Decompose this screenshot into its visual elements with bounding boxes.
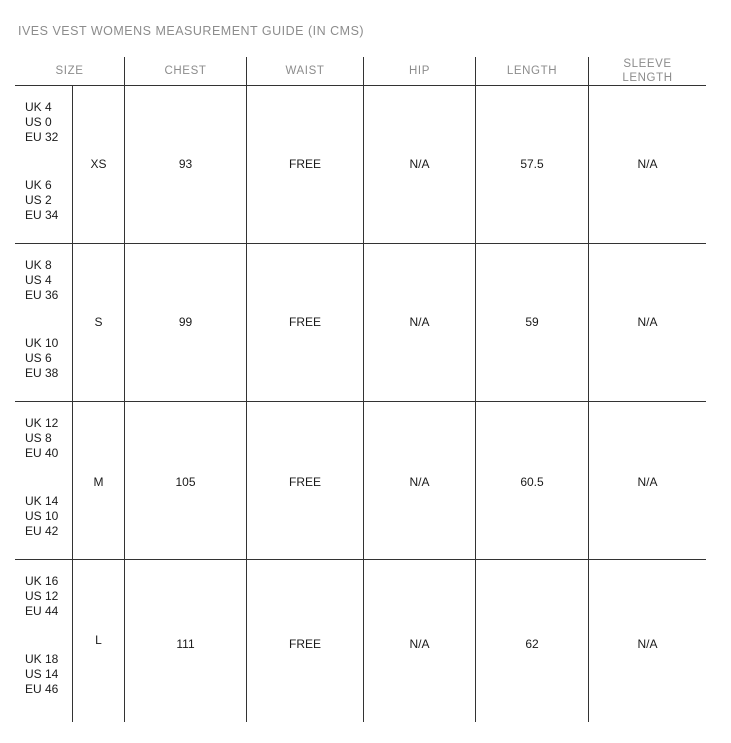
regional-size: US 6 [25,351,52,365]
header-waist: WAIST [285,65,325,77]
regional-size: UK 8 [25,258,52,272]
regional-size: UK 14 [25,494,59,508]
row-divider [15,243,706,244]
waist-value: FREE [288,637,321,651]
regional-sizes [25,574,58,697]
chest-value: 99 [178,315,193,329]
page-title: IVES VEST WOMENS MEASUREMENT GUIDE (IN CMS) [18,24,365,38]
size-label: S [94,315,103,329]
row-divider [15,559,706,560]
regional-size: EU 46 [25,682,59,696]
regional-size: UK 18 [25,652,59,666]
size-label: M [93,475,104,489]
hip-value: N/A [409,157,430,171]
header-length: LENGTH [506,65,558,77]
regional-size: US 8 [25,431,52,445]
regional-size: UK 16 [25,574,59,588]
length-value: 60.5 [520,475,544,489]
sleeve-value: N/A [637,315,658,329]
regional-size: EU 42 [25,524,59,538]
measurement-table [15,57,706,722]
length-value: 57.5 [520,157,544,171]
hip-value: N/A [409,637,430,651]
regional-size: US 10 [25,509,59,523]
size-label: XS [90,157,107,171]
chest-value: 111 [176,637,195,651]
regional-size: UK 10 [25,336,59,350]
sleeve-value: N/A [637,475,658,489]
regional-size: EU 38 [25,366,59,380]
waist-value: FREE [288,157,321,171]
regional-size: US 0 [25,115,52,129]
header-sleeve-line2: LENGTH [622,72,673,84]
regional-size: UK 4 [25,100,52,114]
header-sleeve-line1: SLEEVE [623,58,672,70]
regional-size: US 4 [25,273,52,287]
regional-size: UK 12 [25,416,59,430]
regional-size: US 12 [25,589,59,603]
chest-value: 93 [178,157,193,171]
regional-size: EU 36 [25,288,59,302]
regional-sizes [25,100,58,223]
header-chest: CHEST [164,65,207,77]
regional-size: EU 40 [25,446,59,460]
regional-sizes [25,416,58,539]
hip-value: N/A [409,475,430,489]
sleeve-value: N/A [637,157,658,171]
regional-size: US 2 [25,193,52,207]
waist-value: FREE [288,475,321,489]
row-divider [15,401,706,402]
size-label: L [95,633,102,647]
header-sleeve-length [589,57,706,85]
regional-size: US 14 [25,667,59,681]
header-hip: HIP [409,65,430,77]
regional-size: EU 34 [25,208,59,222]
length-value: 62 [525,637,539,651]
regional-sizes [25,258,58,381]
regional-size: EU 32 [25,130,59,144]
chest-value: 105 [175,475,196,489]
header-size: SIZE [55,65,84,77]
sleeve-value: N/A [637,637,658,651]
waist-value: FREE [288,315,321,329]
header-divider [15,85,706,86]
hip-value: N/A [409,315,430,329]
column-divider [72,85,73,722]
regional-size: EU 44 [25,604,59,618]
length-value: 59 [525,315,539,329]
regional-size: UK 6 [25,178,52,192]
